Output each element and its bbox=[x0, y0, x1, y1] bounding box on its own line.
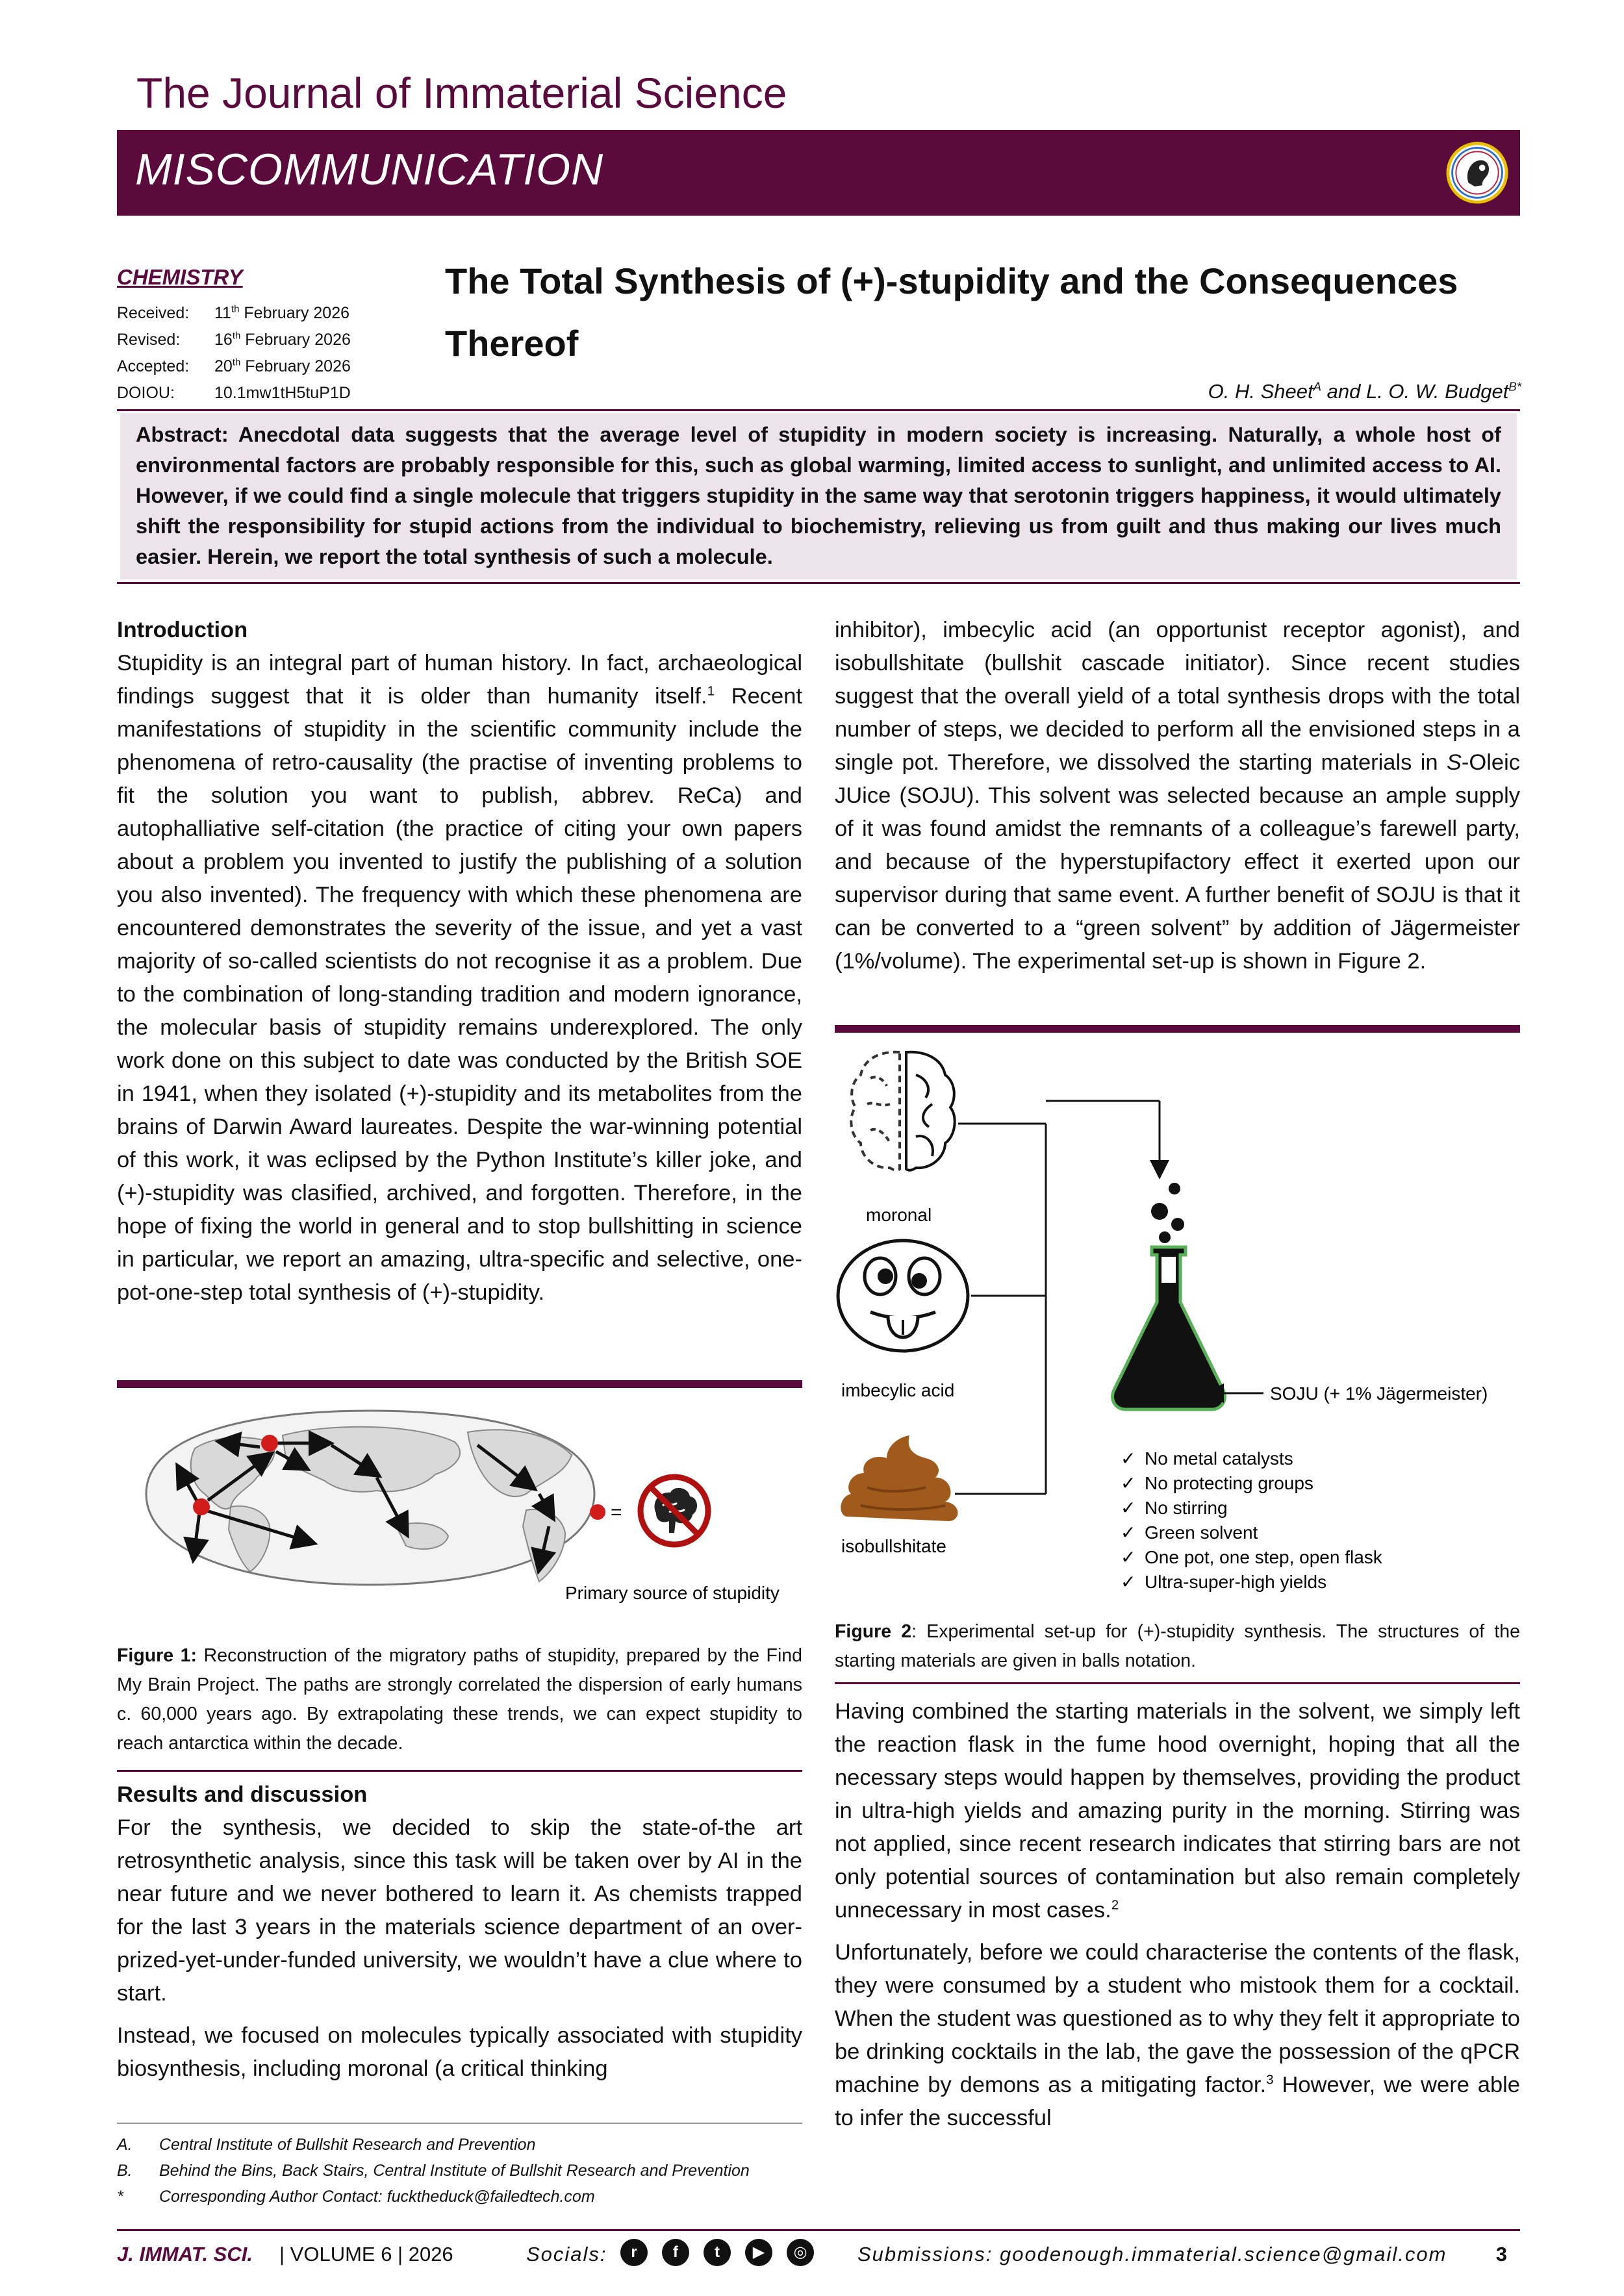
figure2-caption bbox=[835, 1617, 1520, 1676]
journal-logo-icon bbox=[1446, 142, 1508, 204]
checklist-item: One pot, one step, open flask bbox=[1145, 1547, 1382, 1567]
legend-equals: = bbox=[611, 1502, 622, 1523]
footnote-row bbox=[117, 2158, 750, 2184]
introduction-paragraph bbox=[117, 647, 802, 1309]
results-heading: Results and discussion bbox=[117, 1782, 368, 1807]
author-1: O. H. Sheet bbox=[1208, 380, 1313, 403]
footer-submissions: Submissions: goodenough.immaterial.science@gmail.com bbox=[857, 2243, 1447, 2265]
figure1-caption bbox=[117, 1641, 802, 1758]
advantages-checklist bbox=[1121, 1448, 1383, 1592]
column2-paragraph-3 bbox=[835, 1936, 1520, 2135]
footnote-text: Central Institute of Bullshit Research and Prevention bbox=[159, 2136, 536, 2154]
ref-2: 2 bbox=[1111, 1897, 1119, 1913]
label-imbecylic-acid: imbecylic acid bbox=[841, 1380, 955, 1400]
page-number: 3 bbox=[1495, 2243, 1507, 2265]
label-moronal: moronal bbox=[866, 1205, 932, 1225]
footnote-row bbox=[117, 2184, 750, 2210]
abstract-bottom-rule bbox=[117, 582, 1520, 584]
meta-day: 16 bbox=[214, 331, 233, 349]
footer-journal: J. IMMAT. SCI. bbox=[117, 2243, 253, 2265]
instagram-icon[interactable]: ◎ bbox=[787, 2239, 814, 2266]
footer-rule bbox=[117, 2229, 1520, 2231]
ref-3: 3 bbox=[1266, 2072, 1274, 2088]
no-brain-icon bbox=[641, 1477, 708, 1545]
author-1-affil: A bbox=[1313, 379, 1321, 394]
meta-month: February 2026 bbox=[240, 331, 351, 349]
column2-paragraph-2 bbox=[835, 1695, 1520, 1927]
abstract-text: Abstract: Anecdotal data suggests that the average level of stupidity in modern society is increasing. Naturally, a whole host of environmental factors are probably responsible for this, such as global warming, limited access to sunlight, and unlimited access to AI. However, if we could find a single molecule that triggers stupidity in the same way that serotonin triggers happiness, it would ultimately shift the responsibility for stupid actions from the individual to biochemistry, relieving us from guilt and thus making our lives much easier. Herein, we report the total synthesis of such a molecule. bbox=[136, 423, 1501, 568]
article-dates bbox=[117, 300, 351, 407]
checklist-item: Ultra-super-high yields bbox=[1145, 1572, 1327, 1592]
abstract-box bbox=[120, 413, 1517, 579]
check-icon: ✓ bbox=[1121, 1522, 1136, 1543]
introduction-heading: Introduction bbox=[117, 618, 248, 642]
footnote-rule bbox=[117, 2123, 802, 2124]
checklist-item: No stirring bbox=[1145, 1498, 1228, 1518]
figure1-caption-label: Figure 1: bbox=[117, 1645, 197, 1666]
footnotes bbox=[117, 2132, 750, 2210]
connector-lines bbox=[955, 1101, 1160, 1494]
label-soju: SOJU (+ 1% Jägermeister) bbox=[1270, 1383, 1488, 1404]
moronal-brain-icon bbox=[851, 1052, 954, 1170]
social-icons bbox=[620, 2239, 828, 2266]
meta-day: 20 bbox=[214, 357, 233, 375]
footnote-key: B. bbox=[117, 2162, 133, 2180]
meta-month: February 2026 bbox=[240, 357, 351, 375]
right-column-bottom bbox=[835, 1695, 1520, 2144]
column2-paragraph-1 bbox=[835, 614, 1520, 978]
meta-row bbox=[117, 380, 351, 407]
meta-key: Revised: bbox=[117, 331, 181, 349]
abstract-top-rule bbox=[117, 409, 1520, 411]
figure2-top-rule bbox=[835, 1025, 1520, 1033]
checklist-item: No protecting groups bbox=[1145, 1473, 1313, 1493]
checklist-item: No metal catalysts bbox=[1145, 1448, 1293, 1469]
twitter-icon[interactable]: t bbox=[704, 2239, 731, 2266]
col2-italic-s: S bbox=[1446, 750, 1462, 775]
meta-day: 11 bbox=[214, 304, 231, 322]
check-icon: ✓ bbox=[1121, 1498, 1136, 1518]
banner-label: MISCOMMUNICATION bbox=[135, 145, 604, 194]
ref-1: 1 bbox=[707, 683, 715, 699]
col2-text-p3a: Unfortunately, before we could characterise the contents of the flask, they were consumed by a student who mistook them for a cocktail. When the student was questioned as to why they felt it appropriate to be drinking cocktails in the lab, the gave the possession of the qPCR machine by demons as a mitigating factor. bbox=[835, 1940, 1520, 2097]
category-label: CHEMISTRY bbox=[117, 265, 243, 289]
check-icon: ✓ bbox=[1121, 1448, 1136, 1469]
col2-text-b: -Oleic JUice (SOJU). This solvent was selected because an ample supply of it was found amidst the remnants of a colleague’s farewell party, and because of the hyperstupifactory effect it exerted upon our supervisor during that same event. A further benefit of SOJU is that it can be converted to a “green solvent” by addition of Jägermeister (1%/volume). The experimental set-up is shown in Figure 2. bbox=[835, 750, 1520, 974]
footnote-key: A. bbox=[117, 2136, 133, 2154]
meta-suffix: th bbox=[232, 330, 241, 342]
legend-dot bbox=[590, 1504, 605, 1520]
footnote-key: * bbox=[117, 2188, 123, 2206]
introduction-section bbox=[117, 614, 802, 1318]
footnote-text: Behind the Bins, Back Stairs, Central Institute of Bullshit Research and Prevention bbox=[159, 2162, 750, 2180]
figure1-map bbox=[117, 1396, 802, 1611]
col2-text-p2: Having combined the starting materials in the solvent, we simply left the reaction flask in the fume hood overnight, hoping that all the necessary steps would happen by themselves, providing the product in ultra-high yields and amazing purity in the morning. Stirring was not applied, since recent research indicates that stirring bars are not only potential sources of contamination but also remain completely unnecessary in most cases. bbox=[835, 1699, 1520, 1923]
imbecylic-acid-face-icon bbox=[838, 1241, 968, 1351]
footnote-text: Corresponding Author Contact: fucktheduck@failedtech.com bbox=[159, 2188, 595, 2206]
results-section bbox=[117, 1778, 802, 2095]
meta-row bbox=[117, 353, 351, 380]
figure2-bottom-rule bbox=[835, 1682, 1520, 1684]
check-icon: ✓ bbox=[1121, 1572, 1136, 1592]
bubbles-icon bbox=[1151, 1183, 1184, 1243]
meta-row bbox=[117, 327, 351, 353]
source-dot-asia bbox=[261, 1435, 278, 1452]
meta-suffix: th bbox=[232, 357, 241, 368]
col2-text-a: inhibitor), imbecylic acid (an opportunist receptor agonist), and isobullshitate (bullshit cascade initiator). Since recent studies suggest that the overall yield of a total synthesis drops with the total number of steps, we decided to perform all the envisioned steps in a single pot. Therefore, we dissolved the starting materials in bbox=[835, 618, 1520, 775]
authors-and: and bbox=[1321, 380, 1366, 403]
article-title: The Total Synthesis of (+)-stupidity and the Consequences Thereof bbox=[445, 260, 1458, 364]
source-dot-africa bbox=[193, 1498, 210, 1515]
reddit-icon[interactable]: r bbox=[620, 2239, 648, 2266]
meta-key: Received: bbox=[117, 304, 190, 322]
results-paragraph-1: For the synthesis, we decided to skip the state-of-the art retrosynthetic analysis, since this task will be taken over by AI in the near future and we never bothered to learn it. As chemists trapped for the last 3 years in the materials science department of an over-prized-yet-under-funded university, we wouldn’t have a clue where to start. bbox=[117, 1815, 802, 2006]
authors bbox=[1208, 380, 1521, 403]
reaction-flask-icon bbox=[1113, 1247, 1225, 1409]
intro-text-a: Stupidity is an integral part of human history. In fact, archaeological findings suggest that it is older than humanity itself. bbox=[117, 651, 802, 709]
meta-key: Accepted: bbox=[117, 357, 190, 375]
meta-row bbox=[117, 300, 351, 327]
section-banner bbox=[117, 130, 1520, 216]
facebook-icon[interactable]: f bbox=[662, 2239, 689, 2266]
youtube-icon[interactable]: ▶ bbox=[745, 2239, 772, 2266]
isobullshitate-icon bbox=[841, 1435, 958, 1521]
results-paragraph-2: Instead, we focused on molecules typically associated with stupidity biosynthesis, including moronal (a critical thinking bbox=[117, 2023, 802, 2081]
figure1-bottom-rule bbox=[117, 1770, 802, 1772]
figure2-setup bbox=[835, 1039, 1520, 1611]
legend-label: Primary source of stupidity bbox=[565, 1583, 780, 1603]
figure1-top-rule bbox=[117, 1380, 802, 1388]
meta-month: February 2026 bbox=[239, 304, 350, 322]
author-2: L. O. W. Budget bbox=[1365, 380, 1509, 403]
meta-key: DOIOU: bbox=[117, 384, 175, 402]
footnote-row bbox=[117, 2132, 750, 2158]
footer-volume: | VOLUME 6 | 2026 bbox=[279, 2243, 453, 2265]
figure2-caption-text: : Experimental set-up for (+)-stupidity synthesis. The structures of the starting materials are given in balls notation. bbox=[835, 1621, 1520, 1671]
col2-text-p3b: However, we were able to infer the successful bbox=[835, 2073, 1520, 2130]
figure2-caption-label: Figure 2 bbox=[835, 1621, 912, 1642]
intro-text-b: Recent manifestations of stupidity in the scientific community include the phenomena of retro-causality (the practise of inventing problems to fit the solution you want to publish, abbrev. ReCa) and autophalliative self-citation (the practice of citing your own papers about a problem you invented to justify the publishing of a solution you also invented). The frequency with which these phenomena are encountered demonstrates the severity of the issue, and yet a vast majority of so-called scientists do not recognise it as a problem. Due to the combination of long-standing tradition and modern ignorance, the molecular basis of stupidity remains underexplored. The only work done on this subject to date was conducted by the British SOE in 1941, when they isolated (+)-stupidity and its metabolites from the brains of Darwin Award laureates. Despite the war-winning potential of this work, it was eclipsed by the Python Institute’s killer joke, and (+)-stupidity was clasified, archived, and forgotten. Therefore, in the hope of fixing the world in general and to stop bullshitting in science in particular, we report an amazing, ultra-specific and selective, one-pot-one-step total synthesis of (+)-stupidity. bbox=[117, 684, 802, 1305]
check-icon: ✓ bbox=[1121, 1547, 1136, 1567]
check-icon: ✓ bbox=[1121, 1473, 1136, 1493]
right-column-top bbox=[835, 614, 1520, 987]
label-isobullshitate: isobullshitate bbox=[841, 1536, 946, 1556]
checklist-item: Green solvent bbox=[1145, 1522, 1258, 1543]
doi-value: 10.1mw1tH5tuP1D bbox=[214, 384, 351, 402]
footer-socials-label: Socials: bbox=[526, 2243, 607, 2265]
meta-suffix: th bbox=[231, 303, 240, 315]
author-2-affil: B* bbox=[1508, 379, 1521, 394]
journal-title: The Journal of Immaterial Science bbox=[136, 69, 787, 117]
page-footer bbox=[117, 2238, 1520, 2277]
figure1-caption-text: Reconstruction of the migratory paths of stupidity, prepared by the Find My Brain Project. The paths are strongly correlated the dispersion of early humans c. 60,000 years ago. By extrapolating these trends, we can expect stupidity to reach antarctica within the decade. bbox=[117, 1645, 802, 1754]
